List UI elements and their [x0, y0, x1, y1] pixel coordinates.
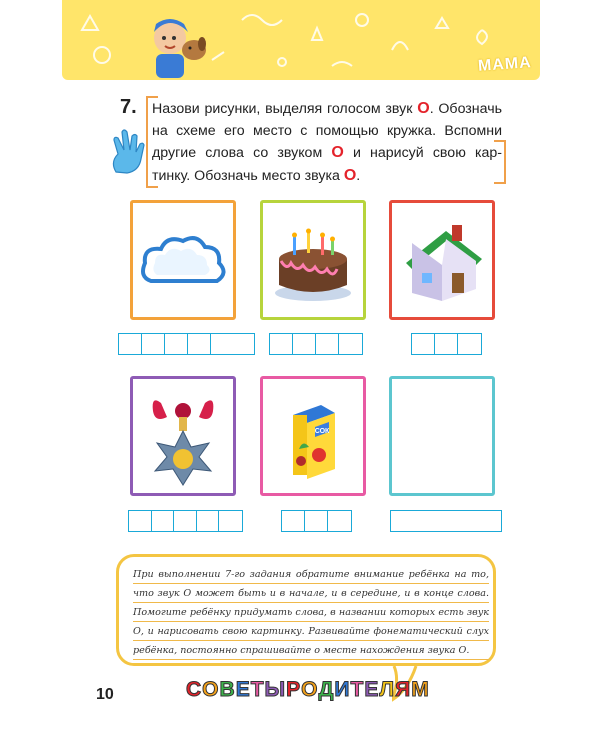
scheme-cell[interactable]	[305, 511, 328, 531]
picture-card-medal	[130, 376, 236, 496]
scheme-cell[interactable]	[339, 334, 362, 354]
sound-scheme-house[interactable]	[411, 333, 482, 355]
scheme-cell[interactable]	[435, 334, 458, 354]
sound-letter: О	[417, 100, 430, 117]
juice-box-icon	[263, 379, 363, 493]
page-header-band	[62, 0, 540, 80]
picture-card-empty[interactable]	[389, 376, 495, 496]
scheme-cell[interactable]	[316, 334, 339, 354]
page-number: 10	[96, 686, 114, 703]
scheme-cell[interactable]	[270, 334, 293, 354]
mama-label: МАМА	[477, 54, 533, 75]
sound-scheme-cloud[interactable]	[118, 333, 255, 355]
sound-scheme-cake[interactable]	[269, 333, 363, 355]
scheme-cell[interactable]	[211, 334, 234, 354]
sound-letter: О	[343, 166, 357, 184]
scheme-cell[interactable]	[165, 334, 188, 354]
cake-icon	[263, 203, 363, 317]
task-number: 7.	[120, 96, 137, 118]
scheme-cell[interactable]	[142, 334, 165, 354]
sound-letter: О	[331, 144, 344, 161]
scheme-cell[interactable]	[219, 511, 242, 531]
house-icon	[392, 203, 492, 317]
hand-icon	[108, 128, 148, 178]
parents-note-box	[116, 554, 496, 666]
task-instruction: Назови рисунки, выделяя голосом звук О. Обозначь на схеме его место с помощью кружка. Вспомни другие слова со звуком О и нарисуй свою кар- тинку. Обозначь место звука О.	[152, 100, 503, 184]
scheme-cell[interactable]	[197, 511, 220, 531]
boy-with-dog-illustration	[140, 8, 210, 80]
scheme-cell[interactable]	[129, 511, 152, 531]
scheme-cell[interactable]	[174, 511, 197, 531]
scheme-cell[interactable]	[282, 511, 305, 531]
parents-advice-banner: СОВЕТЫРОДИТЕЛЯМ	[186, 678, 430, 701]
sound-scheme-empty[interactable]	[390, 510, 502, 532]
scheme-cell[interactable]	[152, 511, 175, 531]
picture-card-juice	[260, 376, 366, 496]
picture-card-house	[389, 200, 495, 320]
header-doodles-decoration	[62, 0, 540, 80]
sound-scheme-juice[interactable]	[281, 510, 352, 532]
scheme-cell[interactable]	[458, 334, 481, 354]
medal-icon	[133, 379, 233, 493]
picture-card-cloud	[130, 200, 236, 320]
picture-card-cake	[260, 200, 366, 320]
scheme-cell[interactable]	[293, 334, 316, 354]
cloud-icon	[133, 203, 233, 317]
parents-note-text: При выполнении 7-го задания обратите внимание ребёнка на то, что звук О может быть и в начале, и в середине, и в конце слова. Помогите ребёнку придумать слова, в названии которых есть звук О, и нарисовать свою картинку. Развивайте фонематический слух ребёнка, постоянно спрашивайте о месте нахождения звука О.	[133, 569, 489, 656]
scheme-cell[interactable]	[188, 334, 211, 354]
scheme-cell[interactable]	[328, 511, 351, 531]
juice-box-label: СОК	[314, 428, 330, 435]
scheme-cell[interactable]	[412, 334, 435, 354]
scheme-cell[interactable]	[119, 334, 142, 354]
sound-scheme-medal[interactable]	[128, 510, 243, 532]
